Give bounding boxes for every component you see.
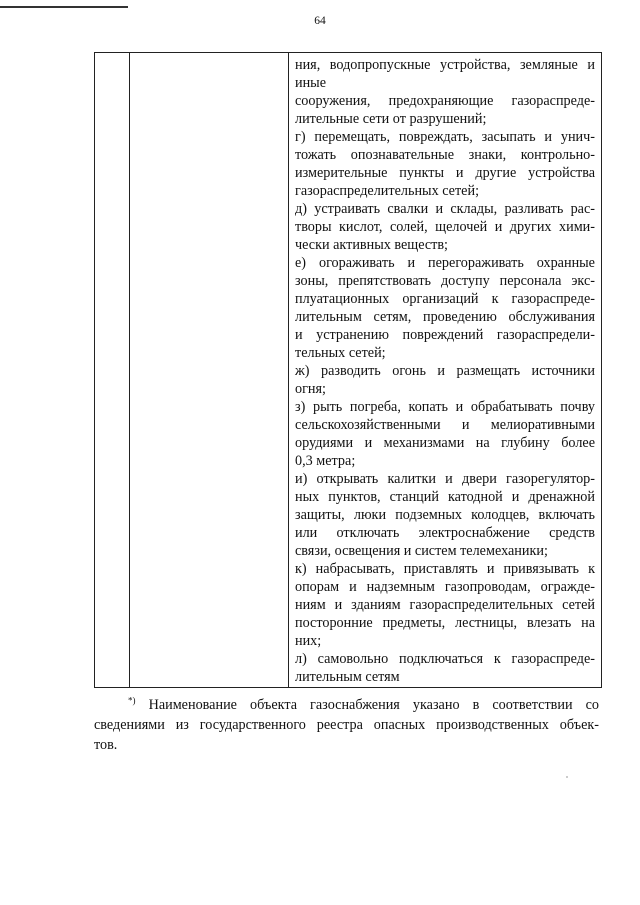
scan-speck xyxy=(566,776,568,778)
text-line: творы кислот, солей, щелочей и других хими- xyxy=(295,219,595,235)
text-line: защиты, люки подземных колодцев, включать xyxy=(295,507,595,523)
footnote-line: тов. xyxy=(94,737,118,753)
text-line: тожать опознавательные знаки, контрольно- xyxy=(295,147,595,163)
text-line: д) устраивать свалки и склады, разливать рас- xyxy=(295,201,595,217)
text-line: е) огораживать и перегораживать охранные xyxy=(295,255,595,271)
text-line: или отключать электроснабжение средств xyxy=(295,525,595,541)
text-line: сооружения, предохраняющие газораспреде- xyxy=(295,93,595,109)
text-line: опорам и надземным газопроводам, огражде- xyxy=(295,579,595,595)
text-line: сельскохозяйственными и мелиоративными xyxy=(295,417,595,433)
text-line: плуатационных организаций к газораспреде- xyxy=(295,291,595,307)
text-line: лительным сетям, проведению обслуживания xyxy=(295,309,595,325)
page-number: 64 xyxy=(314,15,326,27)
cell-object-text xyxy=(130,53,288,57)
text-line: ниям и зданиям газораспределительных сетей xyxy=(295,597,595,613)
text-line: л) самовольно подключаться к газораспреде- xyxy=(295,651,595,667)
table-cell-object xyxy=(130,53,289,688)
requirements-table xyxy=(94,52,602,688)
text-line: лительные сети от разрушений; xyxy=(295,111,487,127)
footnote xyxy=(94,695,599,755)
text-line: и) открывать калитки и двери газорегулятор- xyxy=(295,471,595,487)
text-line: орудиями и механизмами на глубину более xyxy=(295,435,595,451)
text-line: 0,3 метра; xyxy=(295,453,356,469)
footnote-mark: *) xyxy=(128,695,136,706)
text-line: к) набрасывать, приставлять и привязывать к xyxy=(295,561,595,577)
text-line: зоны, препятствовать доступу персонала экс- xyxy=(295,273,595,289)
table-cell-prohibitions xyxy=(289,53,602,688)
text-line: и устранению повреждений газораспредели- xyxy=(295,327,595,343)
text-line: них; xyxy=(295,633,322,649)
text-line: иные xyxy=(295,75,327,91)
text-line: чески активных веществ; xyxy=(295,237,449,253)
footnote-line: сведениями из государственного реестра опасных производственных объек- xyxy=(94,717,599,733)
cell-number-text xyxy=(95,53,129,57)
table-cell-number xyxy=(95,53,130,688)
table-row xyxy=(95,53,602,688)
text-line: огня; xyxy=(295,381,326,397)
text-line: лительным сетям xyxy=(295,669,400,685)
text-line: связи, освещения и систем телемеханики; xyxy=(295,543,548,559)
text-line: ных пунктов, станций катодной и дренажной xyxy=(295,489,595,505)
text-line: з) рыть погреба, копать и обрабатывать почву xyxy=(295,399,595,415)
footnote-line xyxy=(94,695,599,715)
text-line: газораспределительных сетей; xyxy=(295,183,480,199)
text-line: тельных сетей; xyxy=(295,345,386,361)
text-line: посторонние предметы, лестницы, влезать на xyxy=(295,615,595,631)
text-line: ж) разводить огонь и размещать источники xyxy=(295,363,595,379)
header-rule xyxy=(0,6,128,8)
prohibitions-text xyxy=(289,53,601,687)
footnote-line-text: Наименование объекта газоснабжения указано в соответствии со xyxy=(135,697,599,713)
text-line: г) перемещать, повреждать, засыпать и унич- xyxy=(295,129,595,145)
text-line: измерительные пункты и другие устройства xyxy=(295,165,595,181)
text-line: ния, водопропускные устройства, земляные и xyxy=(295,57,595,73)
